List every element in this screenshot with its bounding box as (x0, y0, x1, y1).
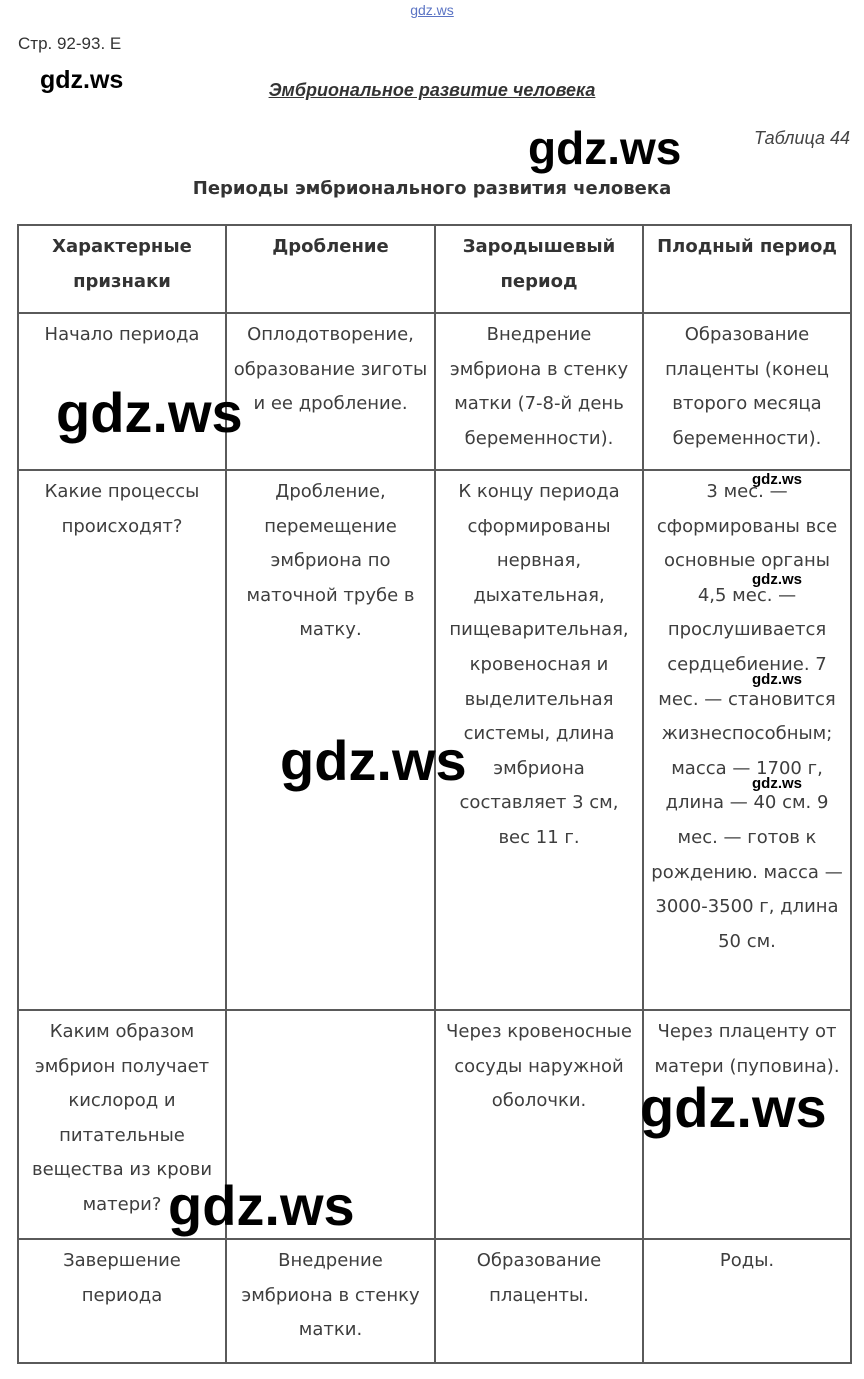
table-cell: Дробление, перемещение эмбриона по маточной трубе в матку. (226, 470, 435, 1010)
header-cell: Плодный период (643, 225, 851, 313)
watermark: gdz.ws (640, 1076, 827, 1139)
watermark: gdz.ws (752, 775, 803, 792)
site-link[interactable]: gdz.ws (410, 2, 454, 18)
table-header-row (18, 225, 851, 313)
header-cell: Дробление (226, 225, 435, 313)
watermark: gdz.ws (752, 571, 803, 588)
page-reference: Стр. 92-93. Е (18, 34, 122, 53)
header-cell: Характерные признаки (18, 225, 226, 313)
topic-title: Эмбриональное развитие человека (268, 80, 596, 100)
table-cell: Какие процессы происходят? (18, 470, 226, 1010)
watermark: gdz.ws (752, 471, 803, 488)
table-cell: Через плаценту от матери (пуповина). (643, 1010, 851, 1239)
table-cell: Внедрение эмбриона в стенку матки. (226, 1239, 435, 1363)
table-cell: Начало периода (18, 313, 226, 470)
table-cell: Оплодотворение, образование зиготы и ее дробление. (226, 313, 435, 470)
watermark: gdz.ws (280, 729, 467, 792)
table-cell: Образование плаценты. (435, 1239, 643, 1363)
watermark: gdz.ws (40, 66, 124, 94)
watermark: gdz.ws (528, 122, 682, 174)
table-cell: Через кровеносные сосуды наружной оболочки. (435, 1010, 643, 1239)
watermark: gdz.ws (168, 1174, 355, 1237)
table-cell: Завершение периода (18, 1239, 226, 1363)
table-cell: Каким образом эмбрион получает кислород и питательные вещества из крови матери? (18, 1010, 226, 1239)
table-cell: К концу периода сформированы нервная, дыхательная, пищеварительная, кровеносная и выделительная системы, длина эмбриона составляет 3 см, вес 11 г. (435, 470, 643, 1010)
table-row (18, 1239, 851, 1363)
table-caption: Периоды эмбрионального развития человека (192, 178, 672, 199)
watermark: gdz.ws (56, 381, 243, 444)
table-cell: Внедрение эмбриона в стенку матки (7-8-й день беременности). (435, 313, 643, 470)
watermark: gdz.ws (752, 671, 803, 688)
table-number: Таблица 44 (753, 128, 850, 148)
header-cell: Зародышевый период (435, 225, 643, 313)
table-cell: 3 мес. — сформированы все основные органы 4,5 мес. — прослушивается сердцебиение. 7 мес. — становится жизнеспособным; масса — 1700 г, длина — 40 см. 9 мес. — готов к рождению. масса — 3000-3500 г, длина 50 см. (643, 470, 851, 1010)
table-cell: Роды. (643, 1239, 851, 1363)
table-cell: Образование плаценты (конец второго месяца беременности). (643, 313, 851, 470)
